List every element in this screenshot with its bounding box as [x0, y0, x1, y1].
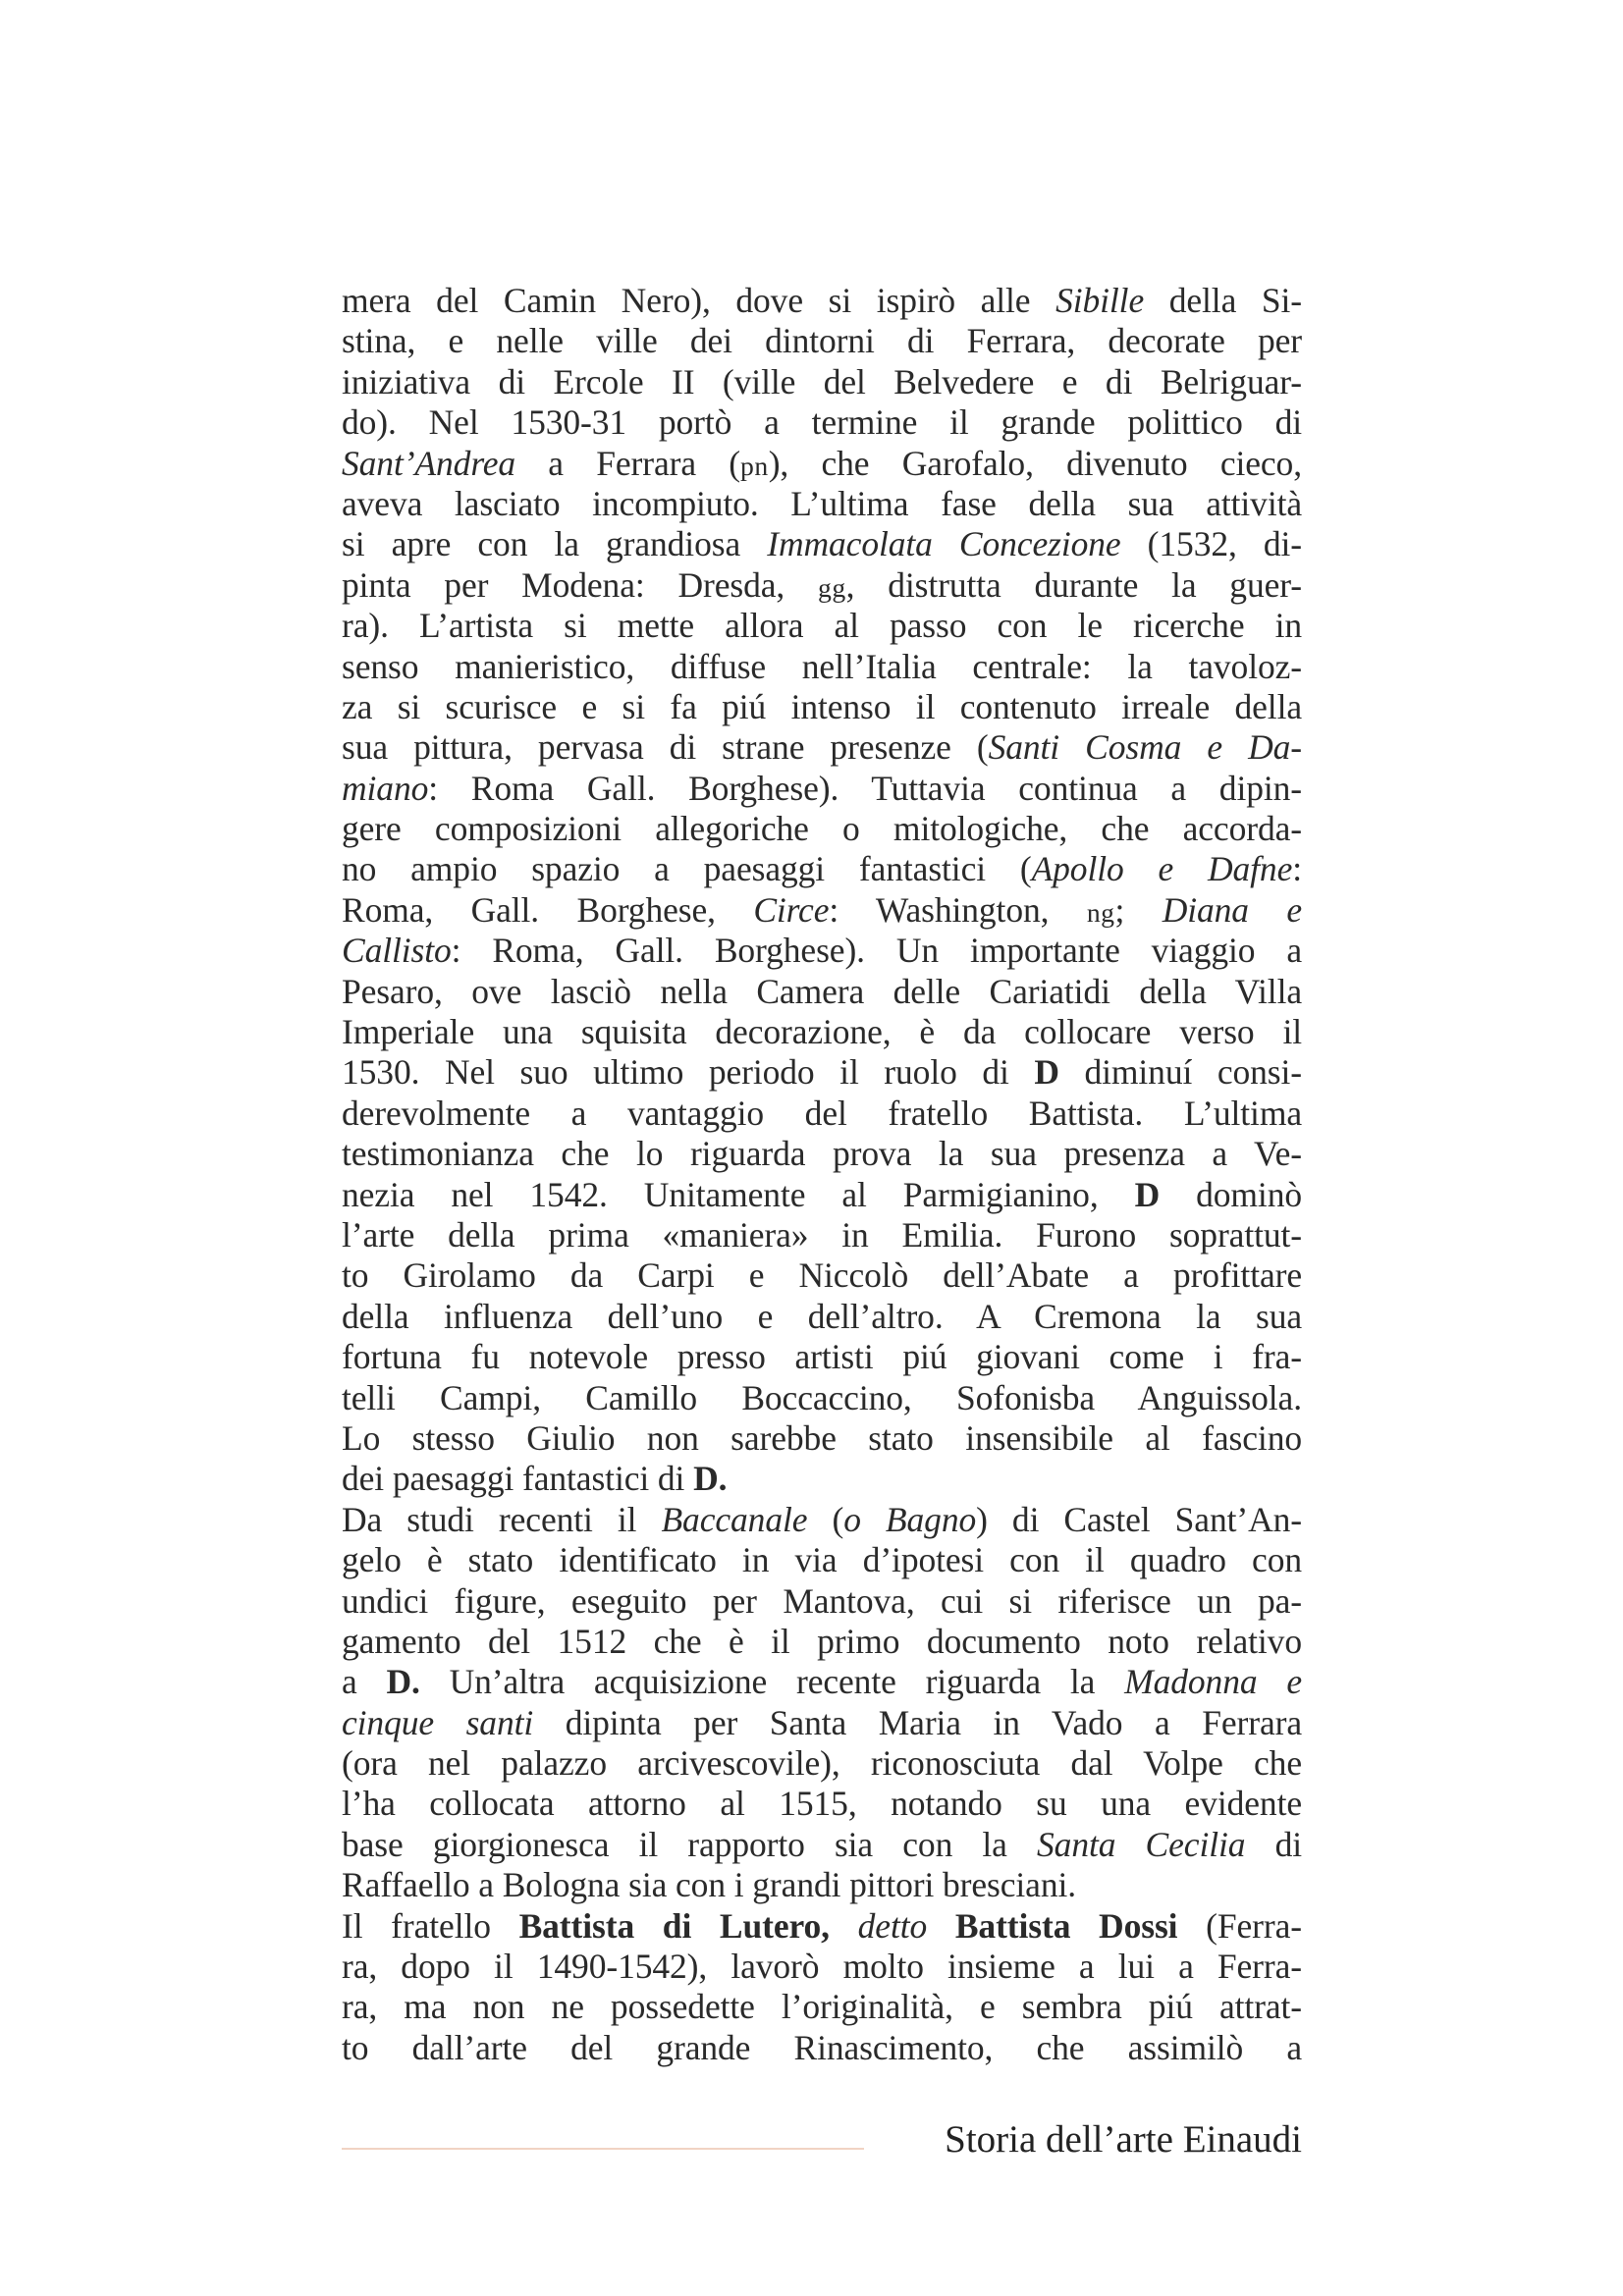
text-line — [342, 1337, 1302, 1377]
text-segment: della influenza dell’uno e dell’altro. A Cremona la sua — [342, 1296, 1302, 1336]
footer-rule — [342, 2148, 864, 2150]
text-segment: D. — [386, 1662, 420, 1702]
text-segment — [927, 1906, 955, 1946]
text-segment: : Roma, Gall. Borghese). Un importante viaggio a — [451, 931, 1302, 971]
text-segment: Callisto — [342, 931, 452, 971]
text-segment: Circe — [753, 889, 830, 930]
text-segment: ng — [1086, 896, 1115, 928]
text-segment: ( — [807, 1499, 844, 1539]
text-segment: Pesaro, ove lasciò nella Camera delle Cariatidi della Villa — [342, 971, 1302, 1011]
text-segment: dipinta per Santa Maria in Vado a Ferrara — [533, 1702, 1302, 1742]
text-line — [342, 484, 1302, 524]
text-segment: Raffaello a Bologna sia con i grandi pittori bresciani. — [342, 1865, 1077, 1905]
text-line — [342, 362, 1302, 402]
text-line — [342, 931, 1302, 971]
text-line — [342, 1743, 1302, 1784]
text-line — [342, 1581, 1302, 1622]
text-line — [342, 606, 1302, 646]
text-segment: a Ferrara ( — [515, 443, 741, 483]
text-line — [342, 1703, 1302, 1743]
text-segment: ra, ma non ne possedette l’originalità, e sembra piú attrat- — [342, 1987, 1302, 2027]
text-segment: ) di Castel Sant’An- — [976, 1499, 1302, 1539]
text-segment: mera del Camin Nero), dove si ispirò alle — [342, 281, 1056, 320]
text-segment: ), che Garofalo, divenuto cieco, — [768, 443, 1302, 483]
text-segment: Diana e — [1162, 889, 1303, 930]
text-line — [342, 565, 1302, 606]
footer-title: Storia dell’arte Einaudi — [945, 2118, 1302, 2161]
text-line — [342, 727, 1302, 768]
text-segment: (Ferra- — [1177, 1905, 1302, 1946]
text-line — [342, 1540, 1302, 1580]
text-segment: aveva lasciato incompiuto. L’ultima fase della sua attività — [342, 483, 1302, 523]
text-segment: diminuí consi- — [1058, 1052, 1302, 1093]
text-segment: pinta per Modena: Dresda, — [342, 564, 818, 605]
text-segment: ( — [1120, 524, 1160, 564]
text-line — [342, 1134, 1302, 1174]
text-segment: della Si- — [1144, 281, 1302, 320]
text-segment: 1512 — [557, 1621, 627, 1661]
text-segment: iniziativa di Ercole II (ville del Belvedere e di Belriguar- — [342, 361, 1302, 401]
text-line — [342, 281, 1302, 321]
text-segment: Apollo e Dafne — [1031, 849, 1293, 889]
text-segment: l’ha collocata attorno al — [342, 1784, 780, 1824]
text-line — [342, 809, 1302, 849]
text-line — [342, 1297, 1302, 1337]
text-segment: l’arte della prima «maniera» in Emilia. Furono soprattut- — [342, 1214, 1302, 1255]
text-line — [342, 972, 1302, 1012]
text-segment: 1532 — [1159, 524, 1228, 564]
text-segment: . Unitamente al Parmigianino, — [599, 1174, 1135, 1214]
text-segment: 1515 — [779, 1784, 848, 1824]
text-segment: 1542 — [529, 1174, 600, 1214]
text-segment: ra, dopo il — [342, 1947, 537, 1987]
text-segment: Battista Dossi — [954, 1905, 1178, 1946]
text-segment: sua pittura, pervasa di strane presenze ( — [342, 727, 989, 768]
text-segment: pn — [740, 450, 769, 481]
text-segment: Baccanale — [661, 1499, 808, 1539]
text-segment: nezia nel — [342, 1174, 530, 1214]
text-line — [342, 1012, 1302, 1052]
text-line — [342, 1825, 1302, 1865]
text-line — [342, 1378, 1302, 1418]
text-line — [342, 1987, 1302, 2027]
text-line — [342, 1052, 1302, 1093]
text-line — [342, 1662, 1302, 1702]
text-segment: Madonna e — [1124, 1662, 1302, 1702]
text-line — [342, 890, 1302, 931]
text-line — [342, 321, 1302, 361]
text-segment: Roma, Gall. Borghese, — [342, 889, 754, 930]
text-segment: , di- — [1228, 524, 1303, 564]
text-line — [342, 1175, 1302, 1215]
text-line — [342, 2028, 1302, 2068]
text-line — [342, 1459, 1302, 1499]
text-segment: fortuna fu notevole presso artisti piú giovani come i fra- — [342, 1337, 1302, 1377]
text-segment: do). Nel — [342, 402, 512, 443]
text-segment: to Girolamo da Carpi e Niccolò dell’Abate a profittare — [342, 1255, 1302, 1296]
text-segment: , notando su una evidente — [847, 1784, 1302, 1824]
text-line — [342, 849, 1302, 889]
text-segment: a — [342, 1662, 387, 1702]
text-line — [342, 444, 1302, 484]
text-segment: Santi Cosma e Da- — [988, 727, 1302, 768]
text-line — [342, 647, 1302, 687]
text-segment: to dall’arte del grande Rinascimento, che assimilò a — [342, 2027, 1302, 2067]
text-segment: no ampio spazio a paesaggi fantastici ( — [342, 849, 1032, 889]
text-segment: telli Campi, Camillo Boccaccino, Sofonisba Anguissola. — [342, 1377, 1302, 1417]
text-segment: gere composizioni allegoriche o mitologiche, che accorda- — [342, 809, 1302, 849]
text-segment: ), lavorò molto insieme a lui a Ferra- — [686, 1947, 1303, 1987]
text-line — [342, 1865, 1302, 1905]
text-segment: che è il primo documento noto relativo — [626, 1621, 1302, 1661]
text-segment: dei paesaggi fantastici di — [342, 1459, 694, 1499]
text-line — [342, 1418, 1302, 1459]
text-segment: gelo è stato identificato in via d’ipotesi con il quadro con — [342, 1540, 1302, 1580]
text-line — [342, 1500, 1302, 1540]
text-segment: undici figure, eseguito per Mantova, cui si riferisce un pa- — [342, 1580, 1302, 1621]
text-segment: Santa Cecilia — [1037, 1824, 1246, 1864]
text-segment: Da studi recenti il — [342, 1499, 662, 1539]
text-line — [342, 1784, 1302, 1824]
text-segment: ra). L’artista si mette allora al passo con le ricerche in — [342, 606, 1302, 646]
text-segment: : Roma Gall. Borghese). Tuttavia continua a dipin- — [428, 768, 1302, 808]
text-line — [342, 524, 1302, 564]
text-segment: ; — [1114, 889, 1163, 930]
text-segment: miano — [342, 768, 429, 808]
text-segment: stina, e nelle ville dei dintorni di Ferrara, decorate per — [342, 321, 1302, 361]
text-segment: . Nel suo ultimo periodo il ruolo di — [410, 1052, 1035, 1093]
text-segment: Lo stesso Giulio non sarebbe stato insensibile al fascino — [342, 1417, 1302, 1458]
text-line — [342, 402, 1302, 443]
text-segment: 1490-1542 — [536, 1947, 687, 1987]
text-segment: base giorgionesca il rapporto sia con la — [342, 1824, 1038, 1864]
text-segment: o Bagno — [843, 1499, 977, 1539]
text-segment: D — [1034, 1052, 1059, 1093]
text-segment: D. — [693, 1459, 728, 1499]
text-segment: gg — [817, 571, 846, 603]
text-line — [342, 1622, 1302, 1662]
text-line — [342, 1255, 1302, 1296]
text-segment: Sibille — [1055, 281, 1145, 320]
text-segment: D — [1134, 1174, 1161, 1214]
text-segment: Battista di Lutero, — [518, 1905, 830, 1946]
text-segment: Imperiale una squisita decorazione, è da collocare verso il — [342, 1012, 1302, 1052]
text-line — [342, 1094, 1302, 1134]
text-segment: cinque santi — [342, 1702, 534, 1742]
text-line — [342, 1906, 1302, 1947]
text-segment: : Washington, — [829, 889, 1087, 930]
page-footer — [342, 2110, 1302, 2169]
text-segment: Sant’Andrea — [342, 443, 516, 483]
text-segment: gamento del — [342, 1621, 558, 1661]
text-segment: , distrutta durante la guer- — [845, 564, 1302, 605]
text-segment: 1530 — [342, 1052, 411, 1093]
text-segment: detto — [857, 1905, 928, 1946]
text-segment: Un’altra acquisizione recente riguarda la — [419, 1662, 1125, 1702]
text-segment: : — [1292, 849, 1302, 889]
text-segment: dominò — [1160, 1174, 1302, 1214]
text-segment: Immacolata Concezione — [767, 524, 1121, 564]
text-segment: portò a termine il grande polittico di — [626, 402, 1302, 443]
text-line — [342, 1215, 1302, 1255]
text-segment: di — [1245, 1824, 1303, 1864]
text-line — [342, 687, 1302, 727]
body-text — [342, 281, 1302, 2068]
text-line — [342, 769, 1302, 809]
text-segment: za si scurisce e si fa piú intenso il contenuto irreale della — [342, 686, 1302, 726]
text-segment: Il fratello — [342, 1905, 519, 1946]
text-segment: derevolmente a vantaggio del fratello Battista. L’ultima — [342, 1093, 1302, 1133]
text-segment: testimonianza che lo riguarda prova la sua presenza a Ve- — [342, 1134, 1302, 1174]
text-segment: 1530-31 — [511, 402, 627, 443]
text-segment: si apre con la grandiosa — [342, 524, 768, 564]
text-segment: (ora nel palazzo arcivescovile), riconosciuta dal Volpe che — [342, 1743, 1302, 1784]
text-line — [342, 1947, 1302, 1987]
text-segment — [830, 1906, 858, 1946]
text-segment: senso manieristico, diffuse nell’Italia centrale: la tavoloz- — [342, 646, 1302, 686]
